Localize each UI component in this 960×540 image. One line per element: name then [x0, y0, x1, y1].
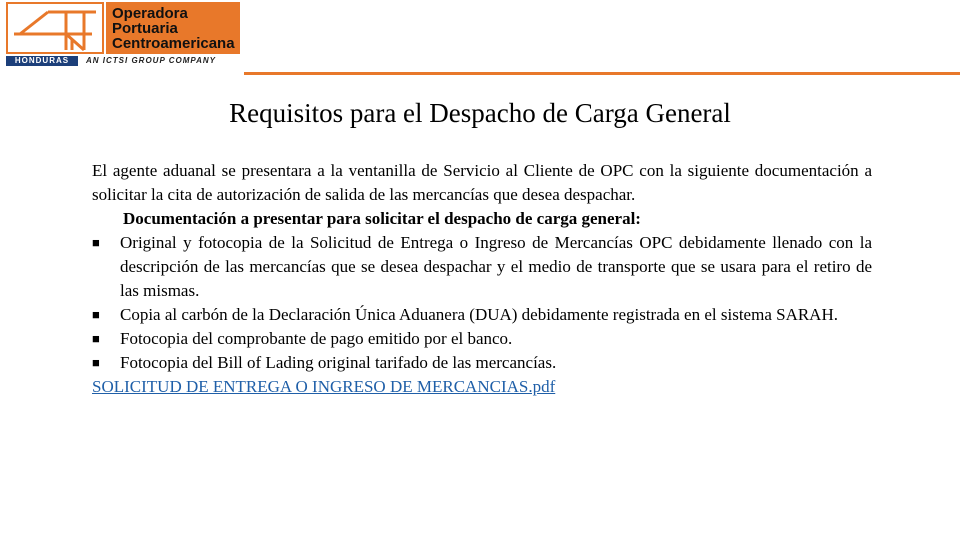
- documents-subheading: Documentación a presentar para solicitar el despacho de carga general:: [123, 209, 641, 228]
- list-item: [92, 351, 872, 375]
- company-logo: [6, 2, 240, 66]
- list-item-text: Fotocopia del comprobante de pago emitido por el banco.: [120, 329, 513, 348]
- header-divider: [244, 72, 960, 75]
- list-item-text: Copia al carbón de la Declaración Única Aduanera (DUA) debidamente registrada en el sistema SARAH.: [120, 305, 838, 324]
- logo-tagline: AN ICTSI GROUP COMPANY: [86, 56, 217, 65]
- square-bullet-icon: ■: [92, 355, 100, 370]
- logo-country-band: HONDURAS: [6, 56, 78, 66]
- list-item-text: Original y fotocopia de la Solicitud de Entrega o Ingreso de Mercancías OPC debidamente llenado con la descripción de las mercancías que se desea despachar y el medio de transporte que se usara para el retiro de las mismas.: [120, 233, 872, 300]
- square-bullet-icon: ■: [92, 331, 100, 346]
- intro-paragraph: El agente aduanal se presentara a la ventanilla de Servicio al Cliente de OPC con la siguiente documentación a solicitar la cita de autorización de salida de las mercancías que desea despachar.: [92, 161, 872, 204]
- list-item: [92, 231, 872, 303]
- logo-line-2: Portuaria: [112, 20, 178, 37]
- list-item: [92, 327, 872, 351]
- requirements-body: [92, 159, 872, 399]
- square-bullet-icon: ■: [92, 235, 100, 250]
- square-bullet-icon: ■: [92, 307, 100, 322]
- logo-company-name: [106, 2, 240, 54]
- list-item-text: Fotocopia del Bill of Lading original tarifado de las mercancías.: [120, 353, 557, 372]
- list-item: [92, 303, 872, 327]
- page-title: Requisitos para el Despacho de Carga General: [229, 98, 731, 128]
- logo-line-1: Operadora: [112, 5, 188, 22]
- crane-logo-icon: [6, 2, 104, 54]
- request-form-pdf-link[interactable]: SOLICITUD DE ENTREGA O INGRESO DE MERCANCIAS.pdf: [92, 377, 556, 396]
- logo-line-3: Centroamericana: [112, 35, 235, 52]
